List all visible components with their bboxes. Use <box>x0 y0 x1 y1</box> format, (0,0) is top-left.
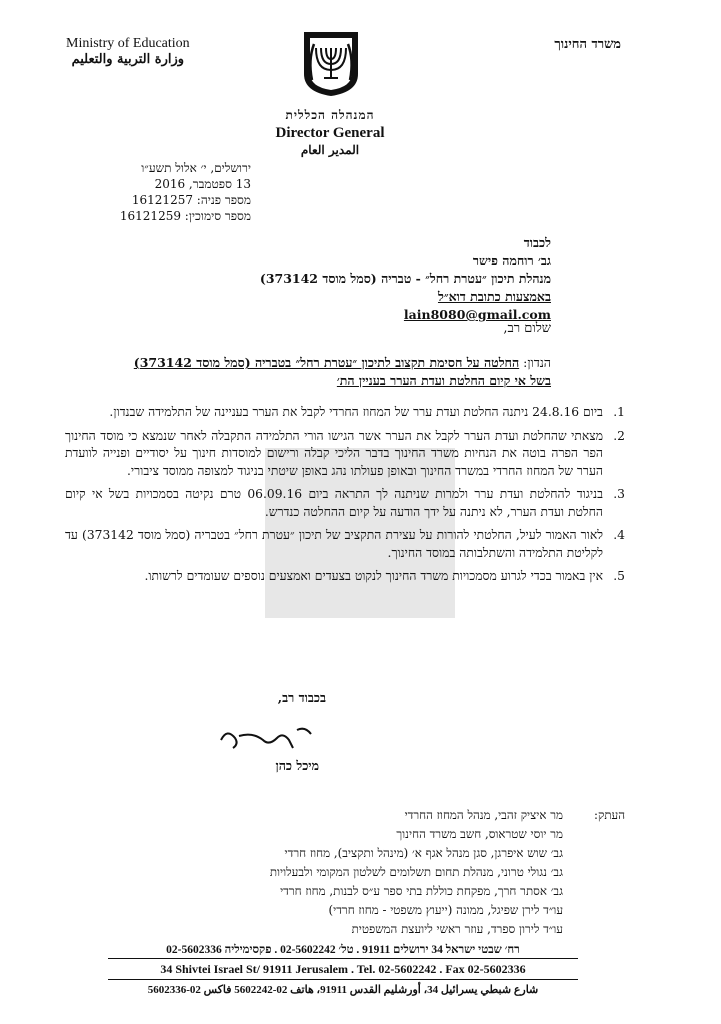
subject-block <box>81 354 551 390</box>
list-item: 2. מצאתי שהחלטת ועדת הערר לקבל את הערר אשר הגישו הורי התלמידה התקבלה לאחר שנמצא כי מוסד החינוך הפר הפרה בוטה את הנחיות משרד החינוך בדבר הליכי קבלה ורישום למוסדות חינוך על יסודיים ופנייה לוועדת הערר של המחוז החרדי במשרד החינוך ובאופן פעולתו נהג באופן שיטתי בניגוד למצופה ממוסד ציבורי. <box>65 428 625 478</box>
date-block <box>21 160 251 224</box>
hebrew-date: ירושלים, י׳ אלול תשע״ו <box>141 161 251 175</box>
footer-hebrew: רח׳ שבטי ישראל 34 ירושלים 91911 . טל׳ 02-5602242 . פקסימיליה 02-5602336 <box>108 944 578 959</box>
state-emblem-icon <box>300 30 362 98</box>
cc-line: עו״ד לירן שפיגל, ממונה (ייעוץ משפטי - מחוז חרדי) <box>328 903 563 917</box>
list-item: 5. אין באמור בכדי לגרוע מסמכויות משרד החינוך לנקוט בצעדים ואמצעים נוספים שעומדים לרשותו. <box>144 569 625 583</box>
reference-number: מספר סימוכין: 16121259 <box>119 209 251 223</box>
cc-label: העתק: <box>594 808 625 822</box>
cc-line: עו״ד לירון ספרד, עוזר ראשי ליועצת המשפטית <box>351 922 563 936</box>
recipient-name: גב׳ רוחמה פישר <box>472 253 551 268</box>
cc-block <box>65 806 625 939</box>
subject-label: הנדון: <box>523 355 551 370</box>
footer-english: 34 Shivtei Israel St/ 91911 Jerusalem . Tel. 02-5602242 . Fax 02-5602336 <box>108 959 578 980</box>
signature-icon <box>213 718 323 758</box>
list-item: 1. ביום 24.8.16 ניתנה החלטת ועדת ערר של המחוז החרדי לקבל את הערר בעניינה של התלמידה שבנדון. <box>109 405 625 419</box>
department-hebrew: המנהלה הכללית <box>285 108 375 122</box>
ministry-name-english: Ministry of Education <box>66 36 190 51</box>
recipient-email[interactable]: lain8080@gmail.com <box>403 307 551 322</box>
closing: בכבוד רב, <box>277 690 326 705</box>
cc-line: גב׳ שוש איפרגן, סגן מנהל אגף א׳ (מינהל ותקציב), מחוז חרדי <box>284 846 563 860</box>
cc-line: מר יוסי שטראוס, חשב משרד החינוך <box>396 827 563 841</box>
list-item: 3. בניגוד להחלטת ועדת ערר ולמרות שניתנה לך התראה ביום 06.09.16 טרם נקיטה בסמכויות בשל אי קיום החלטת ועדת הערר, לא ניתנה על ידך הודעה על קיום ההחלטה כנדרש. <box>65 487 625 519</box>
cc-line: מר איציק זהבי, מנהל המחוז החרדי <box>404 808 563 822</box>
recipient-block <box>91 234 551 324</box>
footer <box>108 944 578 996</box>
recipient-via: באמצעות כתובת דוא״ל <box>437 289 551 304</box>
cc-line: גב׳ אסתר חרך, מפקחת כוללת בתי ספר ע״ס לבנות, מחוז חרדי <box>280 884 563 898</box>
subject-line-1: החלטה על חסימת תקצוב לתיכון ״עטרת רחל״ בטבריה (סמל מוסד 373142) <box>133 355 520 370</box>
ministry-name-arabic: وزارة التربية والتعليم <box>71 52 185 67</box>
subject-line-2: בשל אי קיום החלטת ועדת הערר בעניין הת׳ <box>336 373 551 388</box>
list-item: 4. לאור האמור לעיל, החלטתי להורות על עצירת התקציב של תיכון ״עטרת רחל״ בטבריה (סמל מוסד 373142) עד לקליטת התלמידה והשתלבותה במוסד החינוך. <box>65 528 625 560</box>
department-arabic: المدير العام <box>300 143 360 157</box>
footer-arabic: شارع شبطي يسرائيل 34، أورشليم القدس 91911، هاتف 02-5602242 فاكس 02-5602336 <box>147 984 539 996</box>
department-english: Director General <box>275 125 385 141</box>
greeting: שלום רב, <box>503 321 551 336</box>
recipient-role: מנהלת תיכון ״עטרת רחל״ - טבריה (סמל מוסד 373142) <box>259 271 551 286</box>
department-block <box>230 108 430 157</box>
gregorian-date: 13 ספטמבר, 2016 <box>154 177 251 191</box>
letter-body <box>65 404 625 592</box>
recipient-to: לכבוד <box>523 235 551 250</box>
ministry-name-hebrew: משרד החינוך <box>554 37 621 52</box>
ministry-header-left <box>66 36 190 68</box>
request-number: מספר פניה: 16121257 <box>131 193 251 207</box>
signatory-name: מיכל כהן <box>275 758 319 773</box>
cc-line: גב׳ נגולי טרוני, מנהלת תחום תשלומים לשלטון המקומי ולבעלויות <box>269 865 563 879</box>
